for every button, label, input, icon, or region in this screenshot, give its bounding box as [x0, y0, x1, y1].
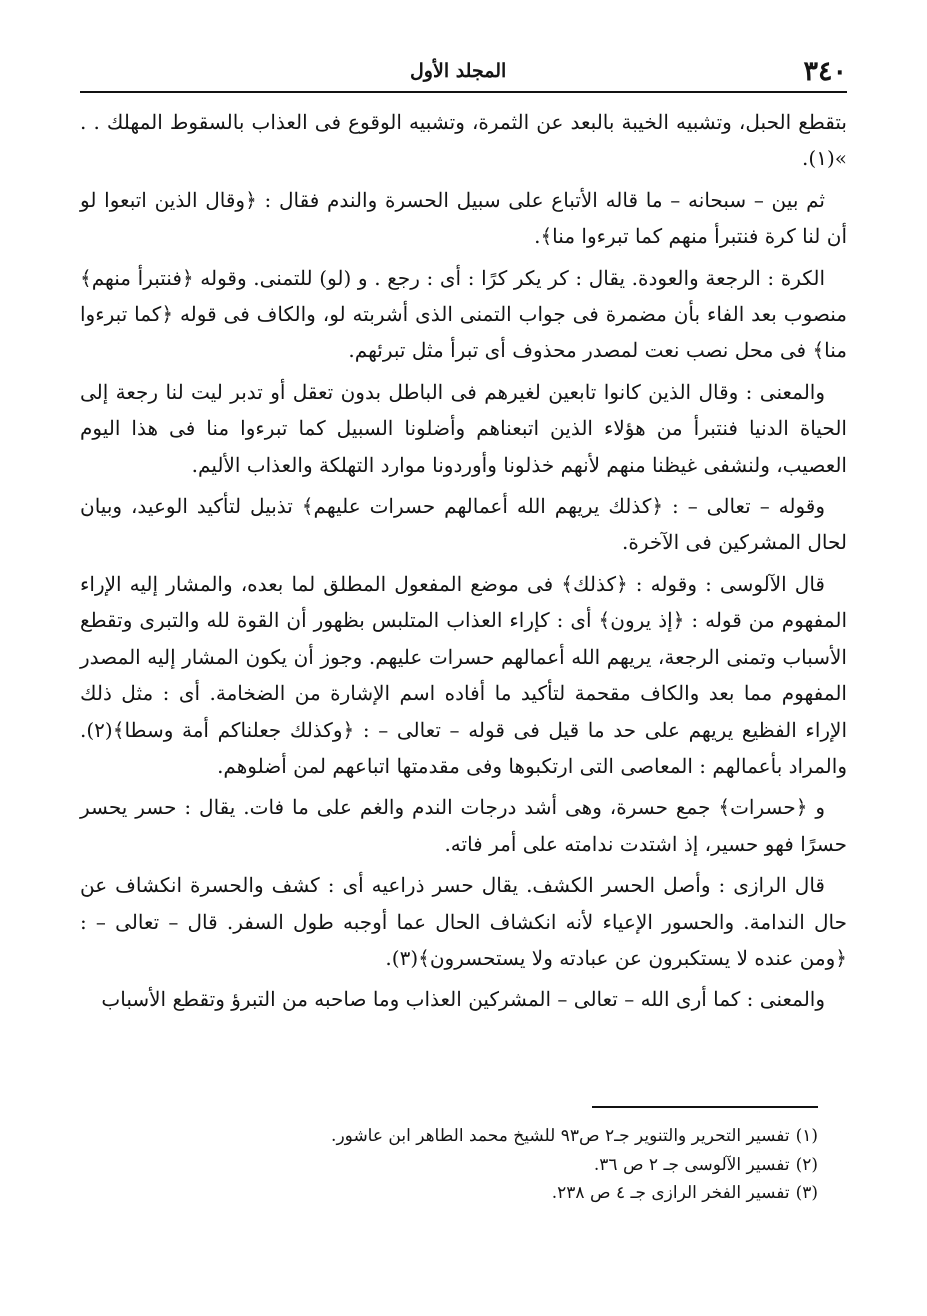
- header-rule: [80, 91, 847, 93]
- footnote: [109, 1122, 818, 1151]
- running-title: المجلد الأول: [410, 60, 507, 82]
- body-paragraph: والمعنى : وقال الذين كانوا تابعين لغيرهم فى الباطل بدون تعقل أو تدبر ليت لنا رجعة إلى الحياة الدنيا فنتبرأ من هؤلاء الذين اتبعناهم وأضلونا السبيل كما تبرءوا منا فى هذا اليوم العصيب، ولنشفى غيظنا منهم لأنهم خذلونا وأوردونا موارد التهلكة والعذاب الأليم.: [80, 379, 847, 477]
- footnote-number: (٢): [795, 1154, 818, 1175]
- body-paragraph: قال الرازى : وأصل الحسر الكشف. يقال حسر ذراعيه أى : كشف والحسرة انكشاف عن حال الندامة. والحسور الإعياء لأنه انكشاف الحال عما أوجبه طول السفر. قال – تعالى – : ﴿ومن عنده لا يستكبرون عن عبادته ولا يستحسرون﴾(٣).: [80, 873, 847, 970]
- body-paragraph: والمعنى : كما أرى الله – تعالى – المشركين العذاب وما صاحبه من التبرؤ وتقطع الأسباب: [101, 987, 825, 1012]
- footnote-text: تفسير الفخر الرازى جـ ٤ ص ٢٣٨.: [551, 1183, 790, 1203]
- body-paragraph: وقوله – تعالى – : ﴿كذلك يريهم الله أعمالهم حسرات عليهم﴾ تذبيل لتأكيد الوعيد، وبيان لحال المشركين فى الآخرة.: [80, 494, 847, 555]
- footnote: [109, 1151, 818, 1180]
- body-text: [80, 104, 847, 1023]
- body-paragraph: و ﴿حسرات﴾ جمع حسرة، وهى أشد درجات الندم والغم على ما فات. يقال : حسر يحسر حسرًا فهو حسير، إذ اشتدت ندامته على أمر فاته.: [80, 795, 847, 856]
- body-paragraph: بتقطع الحبل، وتشبيه الخيبة بالبعد عن الثمرة، وتشبيه الوقوع فى العذاب بالسقوط المهلك . . »(١).: [80, 110, 847, 171]
- body-paragraph: قال الآلوسى : وقوله : ﴿كذلك﴾ فى موضع المفعول المطلق لما بعده، والمشار إليه الإراء المفهوم من قوله : ﴿إذ يرون﴾ أى : كإراء العذاب المتلبس بظهور أن القوة لله والتبرى وتقطع الأسباب وتمنى الرجعة، يريهم الله أعمالهم حسرات عليهم. وجوز أن يكون المشار إليه المصدر المفهوم مما بعد والكاف مقحمة لتأكيد ما أفاده اسم الإشارة من الضخامة. أى : مثل ذلك الإراء الفظيع يريهم على حد ما قيل فى قوله – تعالى – : ﴿وكذلك جعلناكم أمة وسطا﴾(٢). والمراد بأعمالهم : المعاصى التى ارتكبوها وفى مقدمتها اتباعهم لمن أضلوهم.: [80, 571, 847, 778]
- footnote-text: تفسير التحرير والتنوير جـ٢ ص٩٣ للشيخ محمد الطاهر ابن عاشور.: [331, 1126, 790, 1146]
- footnote: [109, 1179, 818, 1208]
- footnote-number: (١): [795, 1126, 818, 1146]
- footnote-rule: [592, 1106, 818, 1108]
- page-number: ٣٤٠: [803, 55, 847, 87]
- footnote-text: تفسير الآلوسى جـ ٢ ص ٣٦.: [593, 1154, 790, 1175]
- footnote-number: (٣): [795, 1183, 818, 1203]
- body-paragraph: الكرة : الرجعة والعودة. يقال : كر يكر كرًا : أى : رجع . و (لو) للتمنى. وقوله ﴿فنتبرأ منهم﴾ منصوب بعد الفاء بأن مضمرة فى جواب التمنى الذى أشربته لو، والكاف فى قوله ﴿كما تبرءوا منا﴾ فى محل نصب نعت لمصدر محذوف أى تبرأ مثل تبرئهم.: [80, 265, 847, 363]
- body-paragraph: ثم بين – سبحانه – ما قاله الأتباع على سبيل الحسرة والندم فقال : ﴿وقال الذين اتبعوا لو أن لنا كرة فنتبرأ منهم كما تبرءوا منا﴾.: [80, 187, 847, 249]
- page-header: [80, 54, 847, 88]
- footnotes: [109, 1122, 818, 1208]
